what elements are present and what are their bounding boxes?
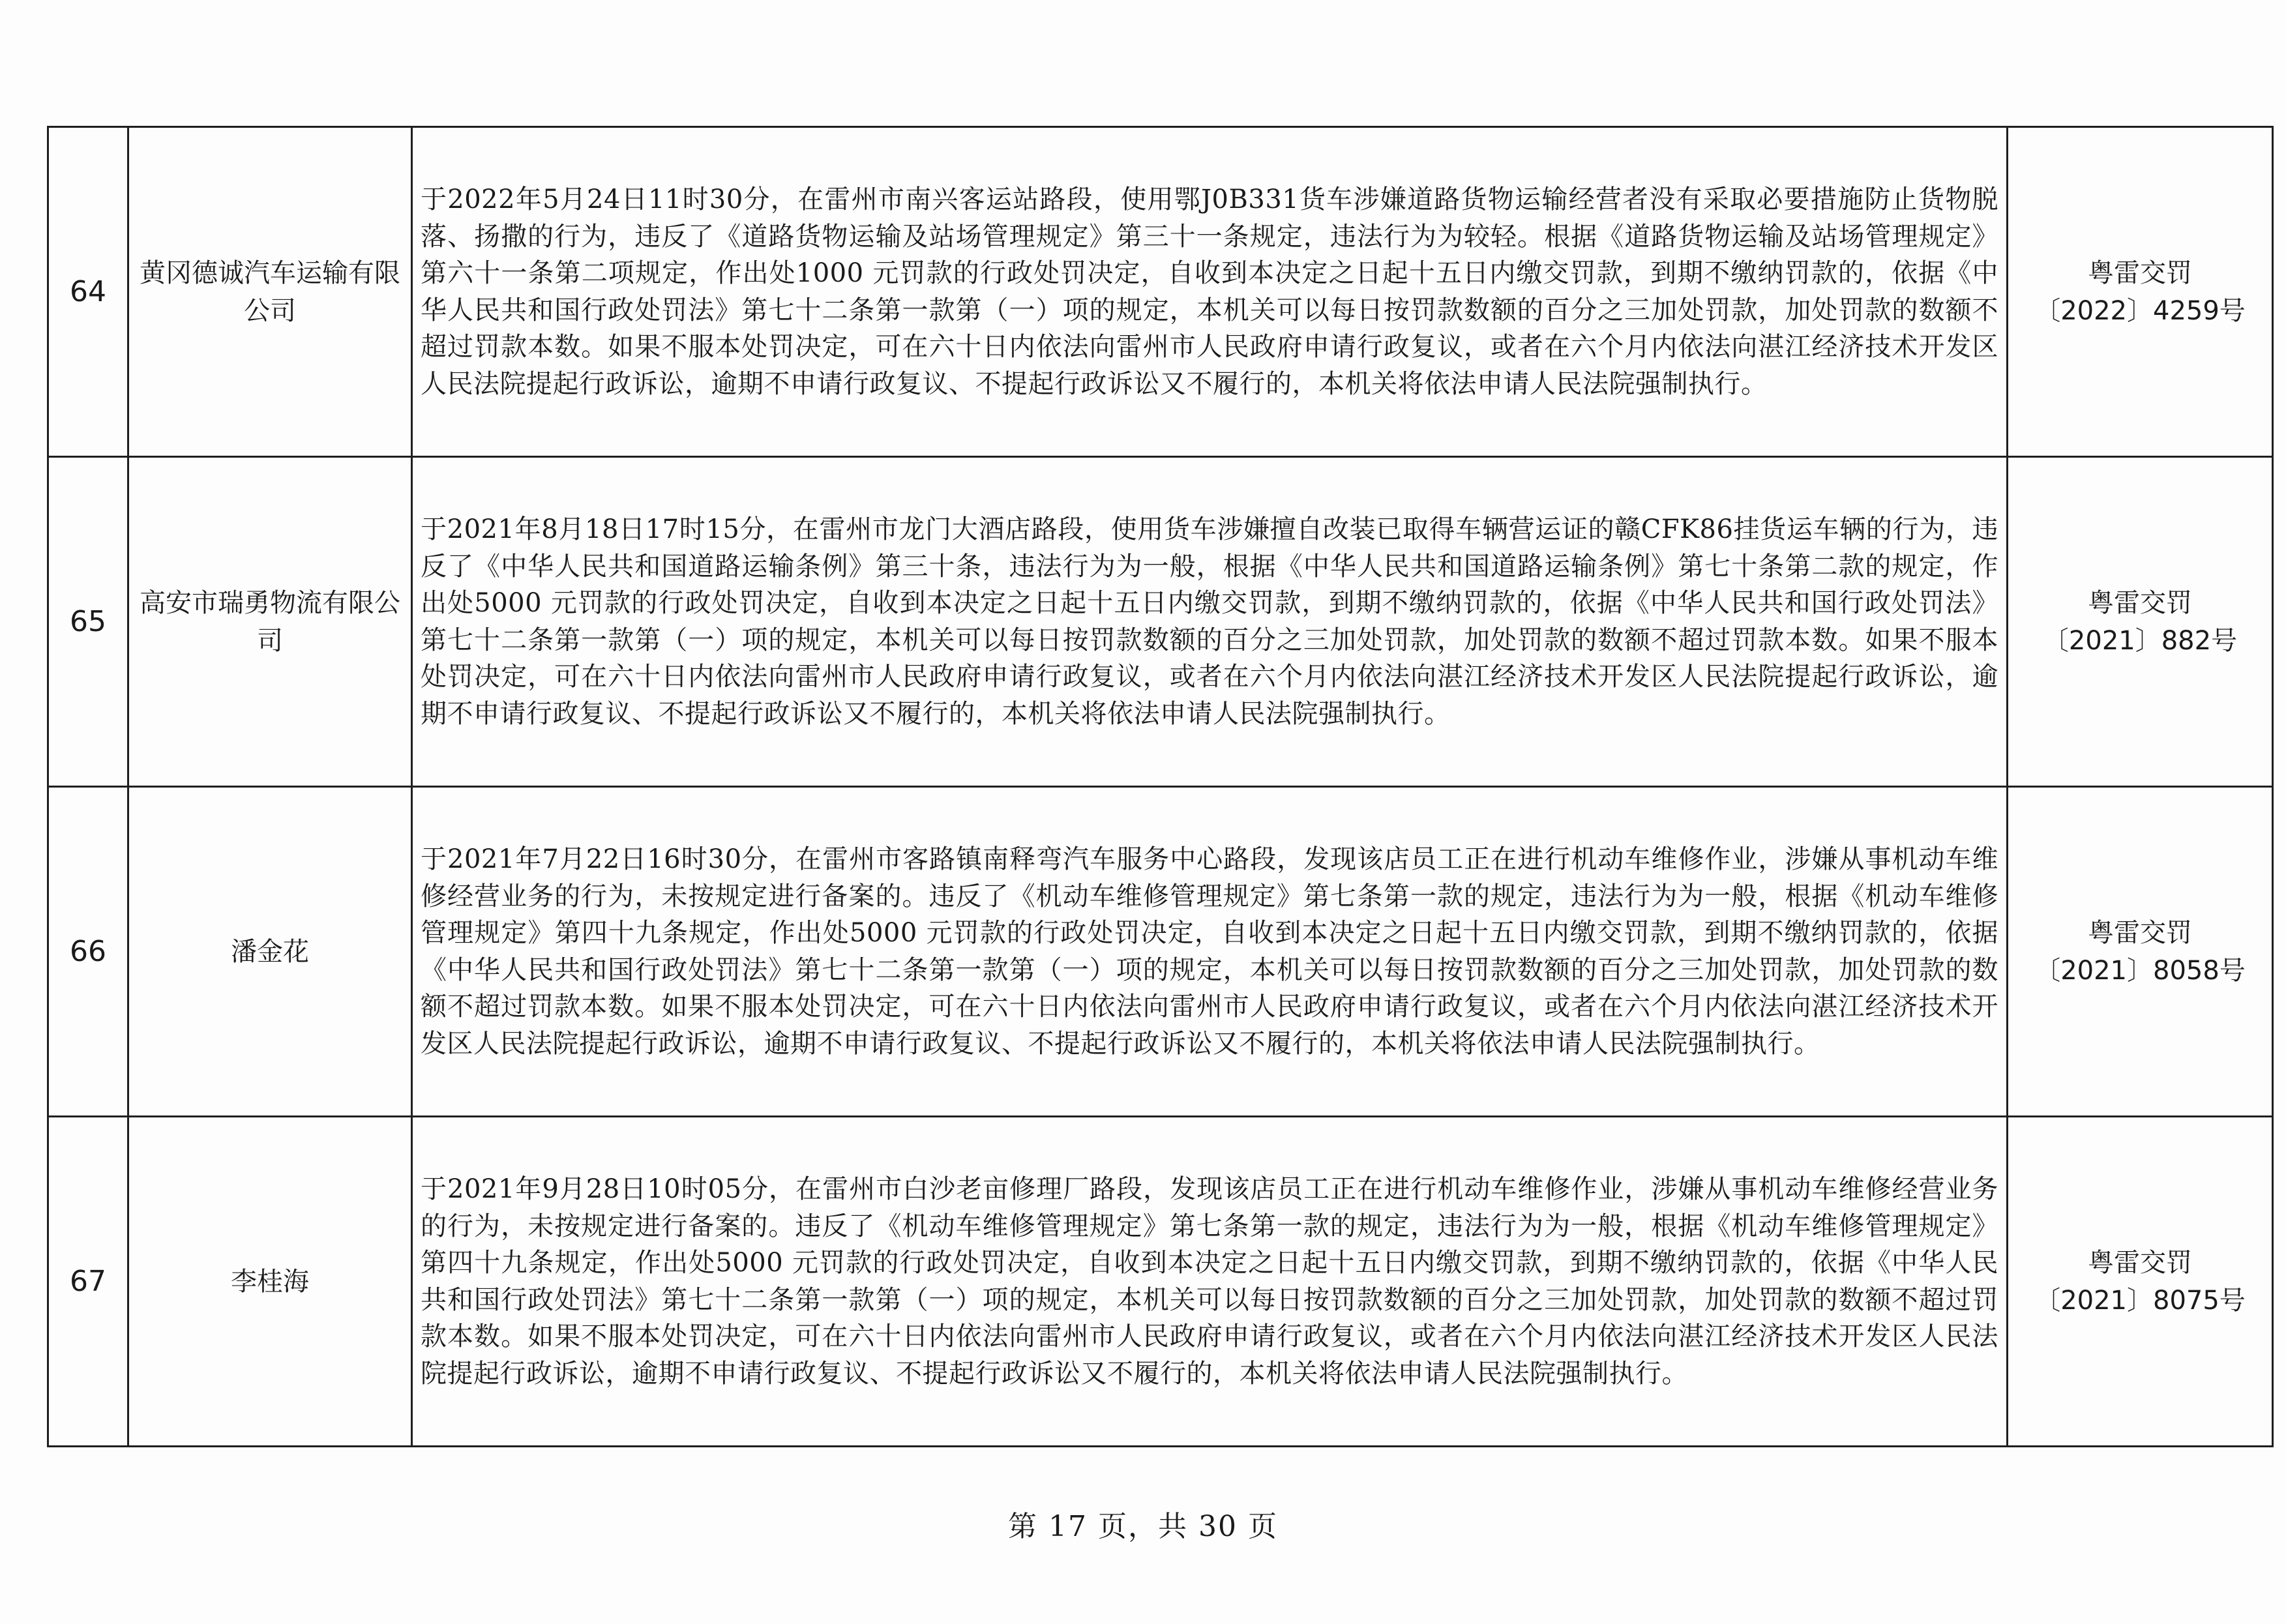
row-index: 66 bbox=[48, 787, 128, 1117]
table-row bbox=[48, 1117, 2273, 1447]
decision-number bbox=[2008, 457, 2273, 787]
violation-description: 于2021年7月22日16时30分，在雷州市客路镇南释弯汽车服务中心路段，发现该店员工正在进行机动车维修作业，涉嫌从事机动车维修经营业务的行为，未按规定进行备案的。违反了《机动车维修管理规定》第七条第一款的规定，违法行为为一般，根据《机动车维修管理规定》第四十九条规定，作出处5000 元罚款的行政处罚决定，自收到本决定之日起十五日内缴交罚款，到期不缴纳罚款的，依据《中华人民共和国行政处罚法》第七十二条第一款第（一）项的规定，本机关可以每日按罚款数额的百分之三加处罚款，加处罚款的数额不超过罚款本数。如果不服本处罚决定，可在六十日内依法向雷州市人民政府申请行政复议，或者在六个月内依法向湛江经济技术开发区人民法院提起行政诉讼，逾期不申请行政复议、不提起行政诉讼又不履行的，本机关将依法申请人民法院强制执行。 bbox=[412, 787, 2008, 1117]
decision-number bbox=[2008, 127, 2273, 457]
page-total: 30 bbox=[1198, 1510, 1238, 1543]
decision-number-prefix: 粤雷交罚 bbox=[2088, 587, 2192, 618]
row-index: 64 bbox=[48, 127, 128, 457]
violation-description: 于2021年8月18日17时15分，在雷州市龙门大酒店路段，使用货车涉嫌擅自改装已取得车辆营运证的赣CFK86挂货运车辆的行为，违反了《中华人民共和国道路运输条例》第三十条，违法行为为一般，根据《中华人民共和国道路运输条例》第七十条第二款的规定，作出处5000 元罚款的行政处罚决定，自收到本决定之日起十五日内缴交罚款，到期不缴纳罚款的，依据《中华人民共和国行政处罚法》第七十二条第一款第（一）项的规定，本机关可以每日按罚款数额的百分之三加处罚款，加处罚款的数额不超过罚款本数。如果不服本处罚决定，可在六十日内依法向雷州市人民政府申请行政复议，或者在六个月内依法向湛江经济技术开发区人民法院提起行政诉讼，逾期不申请行政复议、不提起行政诉讼又不履行的，本机关将依法申请人民法院强制执行。 bbox=[412, 457, 2008, 787]
decision-number-code: 〔2021〕882号 bbox=[2042, 625, 2238, 656]
violation-description: 于2022年5月24日11时30分，在雷州市南兴客运站路段，使用鄂J0B331货车涉嫌道路货物运输经营者没有采取必要措施防止货物脱落、扬撒的行为，违反了《道路货物运输及站场管理规定》第三十一条规定，违法行为为较轻。根据《道路货物运输及站场管理规定》第六十一条第二项规定，作出处1000 元罚款的行政处罚决定，自收到本决定之日起十五日内缴交罚款，到期不缴纳罚款的，依据《中华人民共和国行政处罚法》第七十二条第一款第（一）项的规定，本机关可以每日按罚款数额的百分之三加处罚款，加处罚款的数额不超过罚款本数。如果不服本处罚决定，可在六十日内依法向雷州市人民政府申请行政复议，或者在六个月内依法向湛江经济技术开发区人民法院提起行政诉讼，逾期不申请行政复议、不提起行政诉讼又不履行的，本机关将依法申请人民法院强制执行。 bbox=[412, 127, 2008, 457]
party-name-text: 李桂海 bbox=[231, 1266, 309, 1297]
party-name-text: 黄冈德诚汽车运输有限公司 bbox=[140, 258, 400, 326]
decision-number-code: 〔2021〕8075号 bbox=[2034, 1285, 2246, 1316]
party-name bbox=[128, 127, 412, 457]
party-name bbox=[128, 787, 412, 1117]
row-index: 67 bbox=[48, 1117, 128, 1447]
row-index: 65 bbox=[48, 457, 128, 787]
decision-number-code: 〔2021〕8058号 bbox=[2034, 955, 2246, 986]
party-name bbox=[128, 1117, 412, 1447]
table-row bbox=[48, 457, 2273, 787]
violation-description: 于2021年9月28日10时05分，在雷州市白沙老亩修理厂路段，发现该店员工正在进行机动车维修作业，涉嫌从事机动车维修经营业务的行为，未按规定进行备案的。违反了《机动车维修管理规定》第七条第一款的规定，违法行为为一般，根据《机动车维修管理规定》第四十九条规定，作出处5000 元罚款的行政处罚决定，自收到本决定之日起十五日内缴交罚款，到期不缴纳罚款的，依据《中华人民共和国行政处罚法》第七十二条第一款第（一）项的规定，本机关可以每日按罚款数额的百分之三加处罚款，加处罚款的数额不超过罚款本数。如果不服本处罚决定，可在六十日内依法向雷州市人民政府申请行政复议，或者在六个月内依法向湛江经济技术开发区人民法院提起行政诉讼，逾期不申请行政复议、不提起行政诉讼又不履行的，本机关将依法申请人民法院强制执行。 bbox=[412, 1117, 2008, 1447]
decision-number bbox=[2008, 1117, 2273, 1447]
decision-number-prefix: 粤雷交罚 bbox=[2088, 258, 2192, 288]
page-suffix: 页 bbox=[1248, 1510, 1278, 1543]
page-prefix: 第 bbox=[1008, 1510, 1038, 1543]
penalty-table bbox=[47, 126, 2274, 1447]
page-mid: 页，共 bbox=[1098, 1510, 1188, 1543]
party-name bbox=[128, 457, 412, 787]
party-name-text: 潘金花 bbox=[231, 936, 309, 967]
decision-number-prefix: 粤雷交罚 bbox=[2088, 1247, 2192, 1278]
table-row bbox=[48, 787, 2273, 1117]
table-row bbox=[48, 127, 2273, 457]
page-footer bbox=[0, 1503, 2286, 1544]
decision-number-prefix: 粤雷交罚 bbox=[2088, 917, 2192, 948]
page-number: 17 bbox=[1048, 1510, 1088, 1543]
decision-number bbox=[2008, 787, 2273, 1117]
party-name-text: 高安市瑞勇物流有限公司 bbox=[140, 587, 400, 656]
decision-number-code: 〔2022〕4259号 bbox=[2034, 295, 2246, 326]
